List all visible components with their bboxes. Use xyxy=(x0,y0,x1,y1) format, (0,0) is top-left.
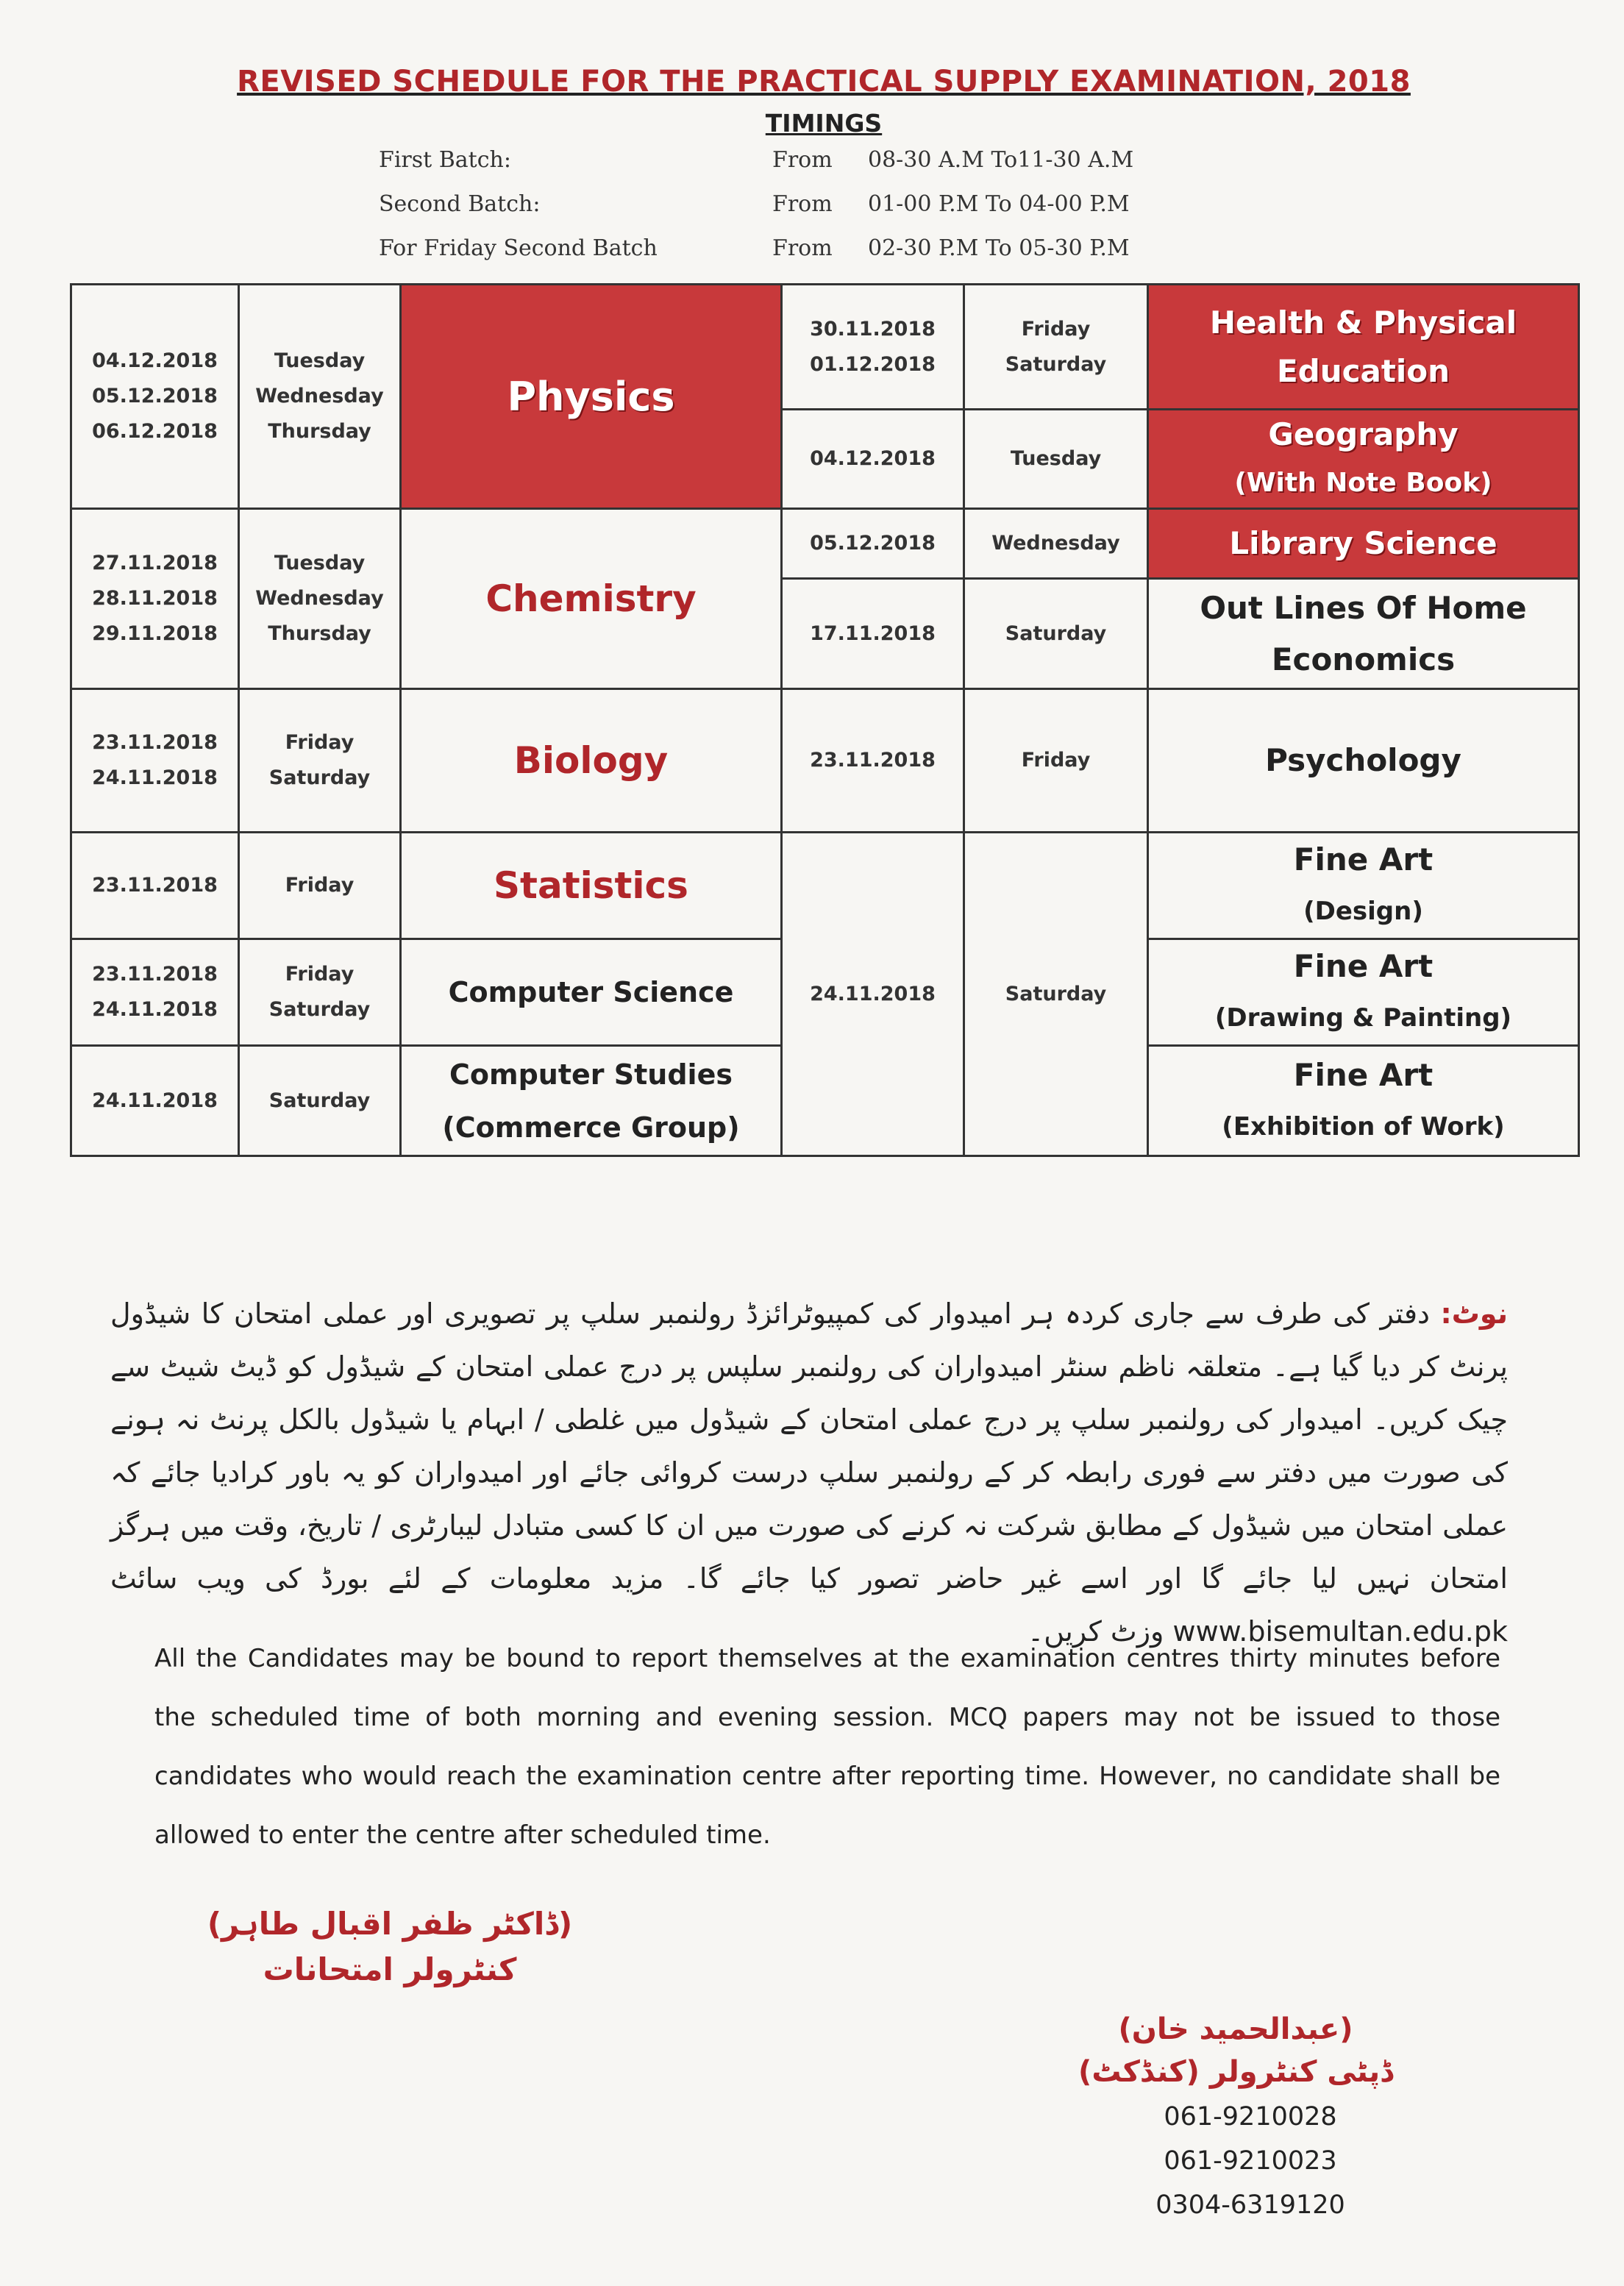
hpe-days: Friday Saturday xyxy=(964,285,1148,410)
stat-day: Friday xyxy=(239,833,401,939)
timing-from: From xyxy=(772,235,833,261)
fine-art-exhibition: Fine Art (Exhibition of Work) xyxy=(1148,1046,1579,1156)
cs-days: Friday Saturday xyxy=(239,939,401,1046)
table-row xyxy=(71,689,1579,833)
physics-dates: 04.12.2018 05.12.2018 06.12.2018 xyxy=(71,285,239,509)
bio-subject: Biology xyxy=(513,739,669,782)
cst-date: 24.11.2018 xyxy=(71,1046,239,1156)
timing-range: 08-30 A.M To11-30 A.M xyxy=(868,147,1134,173)
timings-heading: TIMINGS xyxy=(765,109,883,138)
geo-subject: Geography (With Note Book) xyxy=(1148,410,1579,509)
timing-from: From xyxy=(772,147,833,173)
timing-label: Second Batch: xyxy=(379,191,541,217)
physics-days: Tuesday Wednesday Thursday xyxy=(239,285,401,509)
bio-days: Friday Saturday xyxy=(239,689,401,833)
cst-day: Saturday xyxy=(239,1046,401,1156)
psy-subject: Psychology xyxy=(1148,689,1579,833)
chem-days: Tuesday Wednesday Thursday xyxy=(239,509,401,689)
note-text: دفتر کی طرف سے جاری کردہ ہر امیدوار کی کمپیوٹرائزڈ رولنمبر سلپ پر تصویری اور عملی امتحان کا شیڈول پرنٹ کر دیا گیا ہے۔ متعلقہ ناظم سنٹر امیدواران کی رولنمبر سلپس پر درج عملی امتحان کے شیڈول کو ڈیٹ شیٹ سے چیک کریں۔ امیدوار کی رولنمبر سلپ پر درج عملی امتحان کے شیڈول میں غلطی / ابہام یا شیڈول بالکل پرنٹ نہ ہونے کی صورت میں دفتر سے فوری رابطہ کر کے رولنمبر سلپ درست کروائی جائے اور امیدواران کو یہ باور کرادیا جائے کہ عملی امتحان میں شیڈول کے مطابق شرکت نہ کرنے کی صورت میں ان کا کسی متبادل لیبارٹری / تاریخ، وقت میں ہرگز امتحان نہیں لیا جائے گا اور اسے غیر حاضر تصور کیا جائے گا۔ مزید معلومات کے لئے بورڈ کی ویب سائٹ xyxy=(110,1297,1508,1595)
website-link[interactable]: www.bisemultan.edu.pk xyxy=(1172,1615,1508,1648)
timing-range: 02-30 P.M To 05-30 P.M xyxy=(868,235,1130,261)
stat-subject: Statistics xyxy=(494,864,688,907)
cs-subject: Computer Science xyxy=(448,976,734,1008)
home-subject: Out Lines Of Home Economics xyxy=(1148,579,1579,689)
fine-art-drawing: Fine Art (Drawing & Painting) xyxy=(1148,939,1579,1046)
lib-subject: Library Science xyxy=(1148,509,1579,579)
controller-signature xyxy=(162,1901,618,1993)
lib-date: 05.12.2018 xyxy=(782,509,964,579)
bio-dates: 23.11.2018 24.11.2018 xyxy=(71,689,239,833)
signatory-name: (ڈاکٹر ظفر اقبال طاہر) xyxy=(207,1906,573,1942)
signatory-title: کنٹرولر امتحانات xyxy=(263,1951,517,1987)
table-row xyxy=(71,285,1579,410)
stat-subject-cell xyxy=(401,833,782,939)
cs-subject-cell xyxy=(401,939,782,1046)
phone-numbers xyxy=(1103,2095,1397,2227)
hpe-subject: Health & Physical Education xyxy=(1148,285,1579,410)
bio-subject-cell xyxy=(401,689,782,833)
chem-dates: 27.11.2018 28.11.2018 29.11.2018 xyxy=(71,509,239,689)
fine-art-design: Fine Art (Design) xyxy=(1148,833,1579,939)
phone-number: 061-9210023 xyxy=(1164,2146,1337,2176)
timing-from: From xyxy=(772,191,833,217)
table-row xyxy=(71,509,1579,579)
note-text-end: وزٹ کریں۔ xyxy=(1028,1615,1164,1648)
hpe-dates: 30.11.2018 01.12.2018 xyxy=(782,285,964,410)
signatory-title: ڈپٹی کنٹرولر (کنڈکٹ) xyxy=(1078,2055,1393,2089)
psy-day: Friday xyxy=(964,689,1148,833)
physics-subject-cell xyxy=(401,285,782,509)
phone-number: 061-9210028 xyxy=(1164,2102,1337,2132)
signatory-name: (عبدالحمید خان) xyxy=(1118,2012,1353,2046)
timing-range: 01-00 P.M To 04-00 P.M xyxy=(868,191,1130,217)
table-row xyxy=(71,833,1579,939)
geo-date: 04.12.2018 xyxy=(782,410,964,509)
phone-number: 0304-6319120 xyxy=(1155,2190,1345,2220)
schedule-table xyxy=(70,283,1580,1157)
cs-dates: 23.11.2018 24.11.2018 xyxy=(71,939,239,1046)
physics-subject: Physics xyxy=(507,373,675,420)
home-day: Saturday xyxy=(964,579,1148,689)
psy-date: 23.11.2018 xyxy=(782,689,964,833)
chem-subject: Chemistry xyxy=(485,577,697,620)
document-title: REVISED SCHEDULE FOR THE PRACTICAL SUPPLY EXAMINATION, 2018 xyxy=(237,65,1411,99)
english-note: All the Candidates may be bound to report themselves at the examination centres thirty minutes before the scheduled time of both morning and evening session. MCQ papers may not be issued to those candidates who would reach the examination centre after reporting time. However, no candidate shall be allowed to enter the centre after scheduled time. xyxy=(154,1644,1500,1850)
home-date: 17.11.2018 xyxy=(782,579,964,689)
fine-day: Saturday xyxy=(964,833,1148,1156)
timing-label: For Friday Second Batch xyxy=(379,235,658,261)
note-label: نوٹ: xyxy=(1440,1297,1508,1330)
fine-date: 24.11.2018 xyxy=(782,833,964,1156)
chem-subject-cell xyxy=(401,509,782,689)
lib-day: Wednesday xyxy=(964,509,1148,579)
stat-date: 23.11.2018 xyxy=(71,833,239,939)
timing-label: First Batch: xyxy=(379,147,511,173)
urdu-note xyxy=(110,1287,1508,1658)
geo-day: Tuesday xyxy=(964,410,1148,509)
cst-subject: Computer Studies (Commerce Group) xyxy=(401,1046,782,1156)
deputy-controller-signature xyxy=(1030,2008,1442,2093)
